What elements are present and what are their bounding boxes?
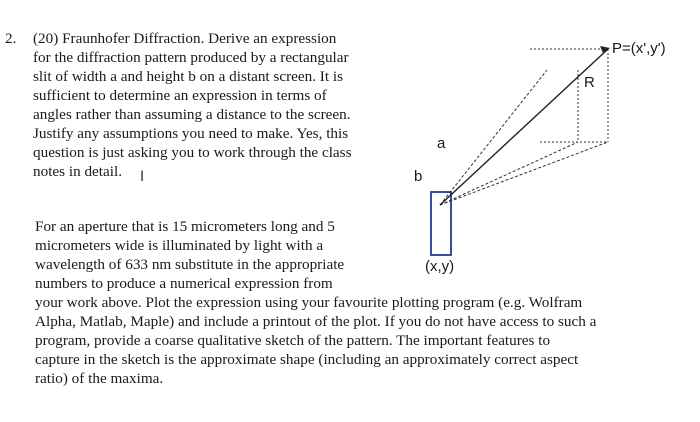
- question-number: 2.: [5, 30, 17, 47]
- a-label: a: [437, 135, 446, 152]
- intro-line: (20) Fraunhofer Diffraction. Derive an expression: [33, 30, 337, 47]
- part-two-line: capture in the sketch is the approximate shape (including an approximately correct aspect: [35, 351, 579, 368]
- point-label: P=(x',y'): [612, 40, 666, 57]
- intro-line: slit of width a and height b on a distant screen. It is: [33, 68, 344, 85]
- intro-line: angles rather than assuming a distance to the screen.: [33, 106, 351, 123]
- intro-line: Justify any assumptions you need to make. Yes, this: [33, 125, 349, 142]
- part-two-line: ratio) of the maxima.: [35, 370, 164, 387]
- part-two-line: wavelength of 633 nm substitute in the appropriate: [35, 256, 345, 273]
- part-two-line: your work above. Plot the expression using your favourite plotting program (e.g. Wolfram: [35, 294, 583, 311]
- text-cursor-icon: I: [140, 169, 145, 185]
- r-label: R: [584, 74, 595, 91]
- aperture-rectangle: [431, 192, 451, 255]
- part-two-line: Alpha, Matlab, Maple) and include a printout of the plot. If you do not have access to such a: [35, 313, 597, 330]
- part-two-line: micrometers wide is illuminated by light with a: [35, 237, 324, 254]
- xy-label: (x,y): [425, 258, 455, 275]
- b-label: b: [414, 168, 423, 185]
- intro-line: notes in detail.: [33, 163, 122, 180]
- intro-line: question is just asking you to work through the class: [33, 144, 352, 161]
- ray-inner: [440, 142, 578, 205]
- part-two-line: program, provide a coarse qualitative sketch of the pattern. The important features to: [35, 332, 551, 349]
- intro-line: sufficient to determine an expression in terms of: [33, 87, 327, 104]
- part-two-line: numbers to produce a numerical expression from: [35, 275, 333, 292]
- part-two-line: For an aperture that is 15 micrometers long and 5: [35, 218, 335, 235]
- ray-to-point: [440, 49, 608, 205]
- intro-line: for the diffraction pattern produced by a rectangular: [33, 49, 349, 66]
